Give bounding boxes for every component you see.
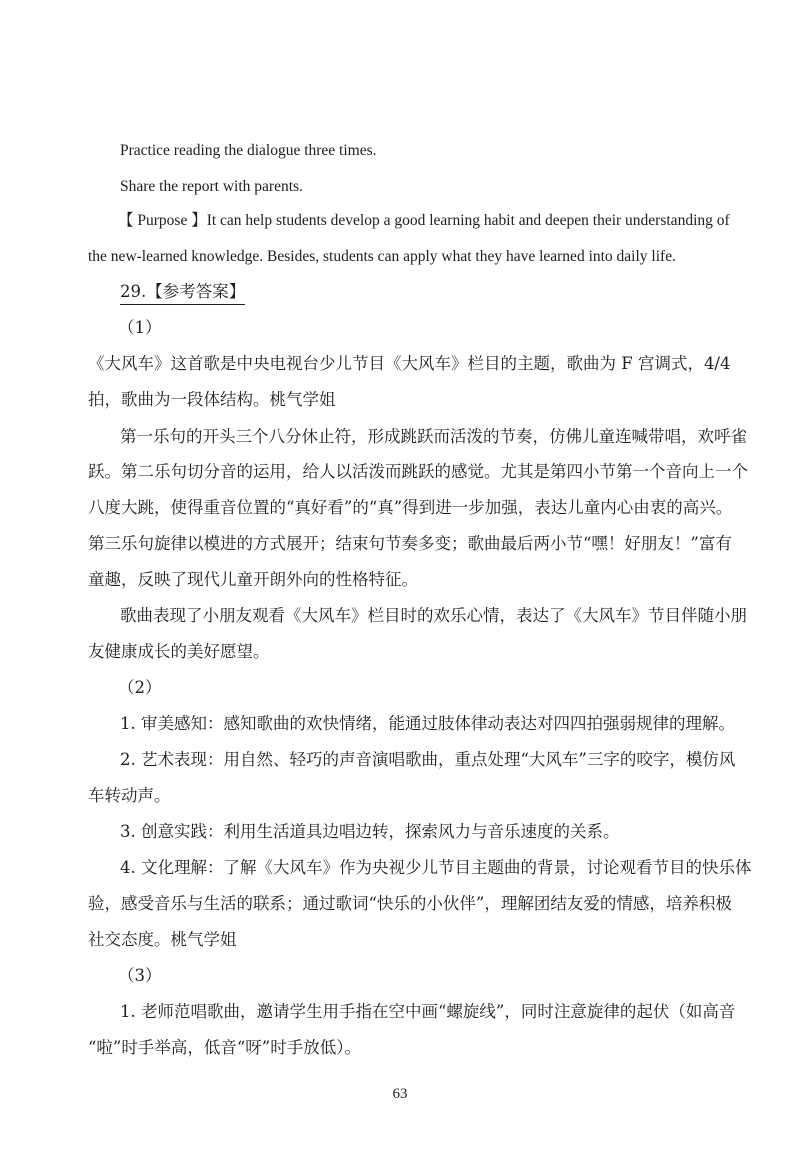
- part2-item2-line2: 车转动声。: [88, 786, 171, 805]
- part2-item3: 3. 创意实践：利用生活道具边唱边转，探索风力与音乐速度的关系。: [120, 822, 620, 841]
- part2-label: （2）: [118, 678, 162, 697]
- part3-item1-line2: “啦”时手举高，低音“呀”时手放低）。: [88, 1038, 361, 1057]
- part1-p2-line3: 八度大跳，使得重音位置的“真好看”的“真”得到进一步加强，表达儿童内心由衷的高兴。: [88, 498, 733, 517]
- part1-p2-line4: 第三乐句旋律以模进的方式展开；结束句节奏多变；歌曲最后两小节“嘿！好朋友！”富有: [88, 534, 732, 553]
- part1-p3-line2: 友健康成长的美好愿望。: [88, 642, 270, 661]
- part1-p3-line1: 歌曲表现了小朋友观看《大风车》栏目时的欢乐心情，表达了《大风车》节目伴随小朋: [120, 606, 747, 625]
- answer-heading: 29.【参考答案】: [120, 281, 245, 305]
- purpose-line-1: 【 Purpose 】It can help students develop a good learning habit and deepen their understanding of: [118, 212, 730, 229]
- part2-item4-line2: 验，感受音乐与生活的联系；通过歌词“快乐的小伙伴”，理解团结友爱的情感，培养积极: [88, 894, 732, 913]
- part1-p2-line2: 跃。第二乐句切分音的运用，给人以活泼而跳跃的感觉。尤其是第四小节第一个音向上一个: [88, 462, 748, 481]
- share-line: Share the report with parents.: [120, 178, 303, 195]
- part3-item1-line1: 1. 老师范唱歌曲，邀请学生用手指在空中画“螺旋线”，同时注意旋律的起伏（如高音: [120, 1002, 736, 1021]
- part1-p1-line1: 《大风车》这首歌是中央电视台少儿节目《大风车》栏目的主题，歌曲为 F 宫调式，4/4: [88, 354, 731, 373]
- part2-item4-line1: 4. 文化理解：了解《大风车》作为央视少儿节目主题曲的背景，讨论观看节目的快乐体: [120, 858, 752, 877]
- part1-label: （1）: [118, 318, 162, 337]
- part2-item1: 1. 审美感知：感知歌曲的欢快情绪，能通过肢体律动表达对四四拍强弱规律的理解。: [120, 714, 735, 733]
- part1-p2-line1: 第一乐句的开头三个八分休止符，形成跳跃而活泼的节奏，仿佛儿童连喊带唱，欢呼雀: [120, 427, 747, 446]
- page-number: 63: [392, 1086, 408, 1102]
- part3-label: （3）: [118, 966, 162, 985]
- part2-item4-line3: 社交态度。桃气学姐: [88, 930, 237, 949]
- part1-p1-line2: 拍，歌曲为一段体结构。桃气学姐: [88, 390, 336, 409]
- purpose-line-2: the new-learned knowledge. Besides, students can apply what they have learned into daily life.: [88, 248, 676, 265]
- part2-item2-line1: 2. 艺术表现：用自然、轻巧的声音演唱歌曲，重点处理“大风车”三字的咬字，模仿风: [120, 750, 736, 769]
- part1-p2-line5: 童趣，反映了现代儿童开朗外向的性格特征。: [88, 570, 418, 589]
- practice-line: Practice reading the dialogue three times.: [120, 142, 377, 159]
